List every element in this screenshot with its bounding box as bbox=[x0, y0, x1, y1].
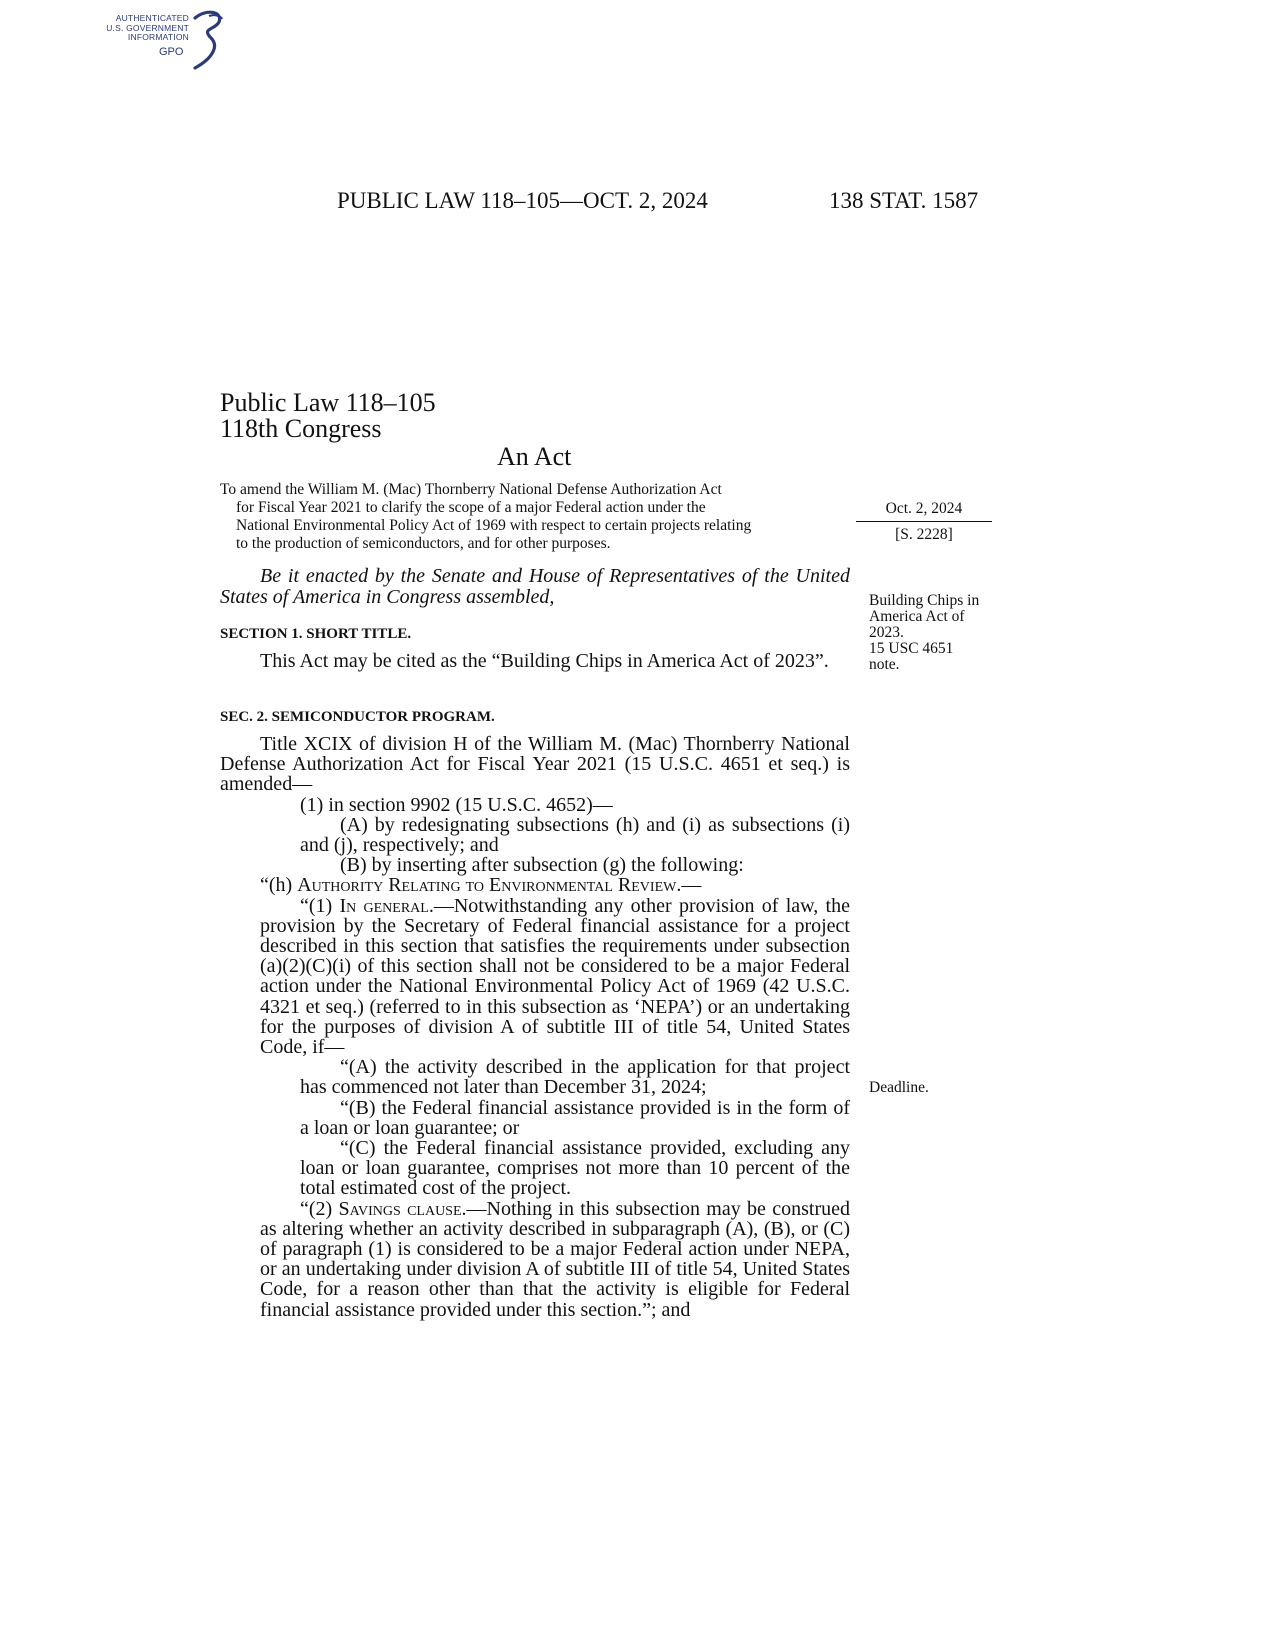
margin-note-line: 2023. bbox=[869, 624, 904, 641]
gpo-authentication-badge bbox=[93, 10, 228, 74]
purpose-line-2: for Fiscal Year 2021 to clarify the scope of a major Federal action under the bbox=[236, 499, 706, 516]
section-1-heading: SECTION 1. SHORT TITLE. bbox=[220, 626, 412, 642]
subsection-h-prefix: “(h) bbox=[260, 874, 298, 897]
running-header-page: 138 STAT. 1587 bbox=[829, 188, 979, 213]
badge-line-2: U.S. GOVERNMENT bbox=[106, 22, 189, 33]
subsection-h-paragraph-1 bbox=[220, 896, 850, 1058]
enactment-date: Oct. 2, 2024 bbox=[885, 500, 963, 517]
h1-subparagraph-c: “(C) the Federal financial assistance provided, excluding any loan or loan guarantee, comprises not more than 10 percent of the total estimated cost of the project. bbox=[300, 1137, 850, 1200]
subsection-h-title: Authority Relating to Environmental Review bbox=[297, 874, 677, 897]
enacting-clause-text: Be it enacted by the Senate and House of Representatives of the United States of America in Congress assembled, bbox=[220, 565, 850, 608]
act-heading: An Act bbox=[497, 442, 572, 471]
section-1-body bbox=[220, 651, 850, 671]
margin-note-line: America Act of bbox=[869, 608, 965, 625]
subsection-h-paragraph-2 bbox=[220, 1199, 850, 1320]
section-2-heading: SEC. 2. SEMICONDUCTOR PROGRAM. bbox=[220, 709, 495, 725]
h1-heading: In general bbox=[339, 894, 429, 917]
badge-text bbox=[93, 14, 189, 43]
margin-rule bbox=[856, 521, 992, 522]
subparagraph-a: (A) by redesignating subsections (h) and (i) as subsections (i) and (j), respectively; and bbox=[300, 813, 850, 857]
subparagraph-b: (B) by inserting after subsection (g) the following: bbox=[340, 854, 744, 877]
eagle-logo-icon bbox=[189, 10, 229, 72]
purpose-line-1: To amend the William M. (Mac) Thornberry National Defense Authorization Act bbox=[220, 481, 722, 498]
h1-prefix: “(1) bbox=[300, 894, 340, 917]
margin-note-deadline: Deadline. bbox=[869, 1079, 929, 1096]
purpose-line-3: National Environmental Policy Act of 1969 with respect to certain projects relating bbox=[236, 517, 752, 534]
congress-number: 118th Congress bbox=[220, 414, 382, 443]
margin-note-short-title bbox=[869, 593, 999, 673]
section-2-intro: Title XCIX of division H of the William M. (Mac) Thornberry National Defense Authorization Act for Fiscal Year 2021 (15 U.S.C. 4651 et seq.) is amended— bbox=[220, 733, 850, 796]
subsection-h-heading bbox=[220, 875, 850, 895]
public-law-number: Public Law 118–105 bbox=[220, 388, 436, 417]
h1-subparagraph-a: “(A) the activity described in the application for that project has commenced not later than December 31, 2024; bbox=[300, 1056, 850, 1099]
enacting-clause bbox=[220, 566, 850, 608]
h1-subparagraph-b: “(B) the Federal financial assistance provided is in the form of a loan or loan guarantee; or bbox=[300, 1096, 850, 1139]
h2-prefix: “(2) bbox=[300, 1197, 339, 1220]
badge-gpo-label: GPO bbox=[159, 46, 184, 58]
margin-enactment-date bbox=[856, 500, 992, 544]
margin-note-line: Building Chips in bbox=[869, 592, 980, 609]
h2-text: .—Nothing in this subsection may be construed as altering whether an activity described in subparagraph (A), (B), or (C) of paragraph (1) is considered to be a major Federal action under NEPA, or an undertaking under division A of subtitle III of title 54, United States Code, for a reason other than that the activity is eligible for Federal financial assistance provided under this section.”; and bbox=[260, 1197, 850, 1321]
badge-line-3: INFORMATION bbox=[127, 32, 189, 42]
h2-heading: Savings clause bbox=[338, 1197, 462, 1220]
badge-line-1: AUTHENTICATED bbox=[115, 13, 189, 23]
margin-note-line: 15 USC 4651 bbox=[869, 640, 954, 657]
bill-number: [S. 2228] bbox=[895, 526, 953, 543]
section-2-body bbox=[220, 734, 850, 1320]
h1-text: .—Notwithstanding any other provision of law, the provision by the Secretary of Federal financial assistance for a project described in this section that satisfies the requirements under subsection (a)(2)(C)(i) of this section shall not be considered to be a major Federal action under the National Environmental Policy Act of 1969 (42 U.S.C. 4321 et seq.) (referred to in this subsection as ‘NEPA’) or an undertaking for the purposes of division A of subtitle III of title 54, United States Code, if— bbox=[260, 894, 850, 1059]
paragraph-1: (1) in section 9902 (15 U.S.C. 4652)— bbox=[300, 793, 613, 816]
purpose-line-4: to the production of semiconductors, and for other purposes. bbox=[236, 535, 611, 552]
act-purpose bbox=[220, 481, 850, 553]
running-header-title: PUBLIC LAW 118–105—OCT. 2, 2024 bbox=[337, 188, 708, 213]
section-1-text: This Act may be cited as the “Building Chips in America Act of 2023”. bbox=[260, 650, 829, 672]
subsection-h-dash: .— bbox=[676, 874, 702, 897]
margin-note-line: note. bbox=[869, 656, 900, 673]
